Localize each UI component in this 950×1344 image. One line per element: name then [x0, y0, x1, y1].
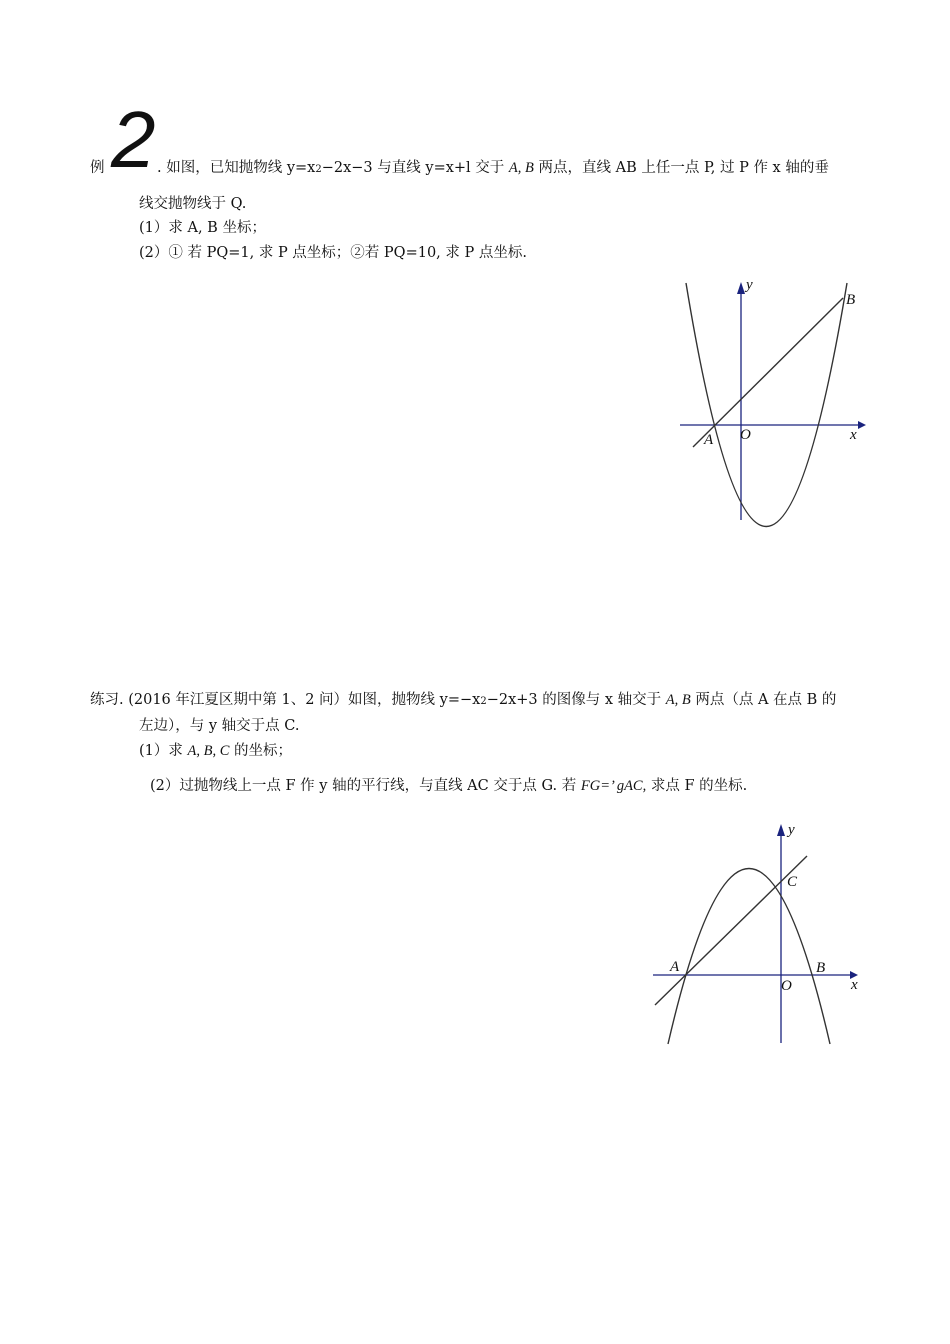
point-b-label: B — [816, 960, 826, 976]
problem-text: 两点（点 A 在点 B 的 — [690, 692, 837, 708]
example-problem-line-1 — [157, 158, 829, 180]
point-c-label: C — [787, 874, 798, 890]
parabola-curve — [686, 283, 847, 527]
parabola-curve — [668, 869, 830, 1045]
example-label: 例 — [90, 160, 105, 176]
exponent: 2 — [480, 696, 487, 707]
exercise-problem-line-2: 左边），与 y 轴交于点 C. — [139, 718, 300, 734]
exercise-figure — [645, 818, 865, 1048]
example-problem-line-2: 线交抛物线于 Q. — [139, 196, 247, 212]
x-axis-label: x — [851, 977, 858, 993]
exercise-question-2 — [150, 776, 747, 796]
example-figure — [670, 278, 880, 533]
point-a-label: A — [704, 432, 714, 448]
origin-label: O — [781, 978, 792, 994]
problem-text: . 如图，已知抛物线 y=x — [157, 160, 316, 176]
question-text: 求点 F 的坐标. — [646, 778, 748, 794]
origin-label: O — [740, 427, 751, 443]
example-number: 2 — [111, 95, 156, 184]
x-axis-arrow — [858, 421, 866, 429]
points-abc: A, B, C — [187, 743, 230, 759]
y-axis-arrow — [777, 824, 785, 836]
example-question-1: (1）求 A, B 坐标； — [139, 220, 266, 236]
exercise-question-1 — [139, 741, 292, 761]
y-axis-label: y — [746, 277, 753, 293]
question-text: (1）求 — [139, 743, 188, 759]
points-ab: A, B — [665, 692, 691, 708]
problem-text: 练习. (2016 年江夏区期中第 1、2 问）如图，抛物线 y=−x — [90, 692, 481, 708]
point-a-label: A — [670, 959, 680, 975]
problem-text: −2x+3 的图像与 x 轴交于 — [486, 692, 666, 708]
exercise-problem-line-1 — [90, 690, 836, 712]
exponent: 2 — [315, 164, 322, 175]
question-text: (2）过抛物线上一点 F 作 y 轴的平行线，与直线 AC 交于点 G. 若 — [150, 778, 581, 794]
example-question-2: (2）① 若 PQ=1, 求 P 点坐标；②若 PQ=10, 求 P 点坐标. — [139, 245, 527, 261]
condition-expression: FG=’ gAC, — [580, 778, 647, 794]
y-axis-label: y — [788, 822, 795, 838]
point-b-label: B — [846, 292, 856, 308]
question-text: 的坐标； — [229, 743, 292, 759]
problem-text: −2x−3 与直线 y=x+l 交于 — [321, 160, 509, 176]
problem-text: 两点，直线 AB 上任一点 P, 过 P 作 x 轴的垂 — [533, 160, 829, 176]
x-axis-label: x — [850, 427, 857, 443]
points-ab: A, B — [508, 160, 534, 176]
y-axis-arrow — [737, 282, 745, 294]
